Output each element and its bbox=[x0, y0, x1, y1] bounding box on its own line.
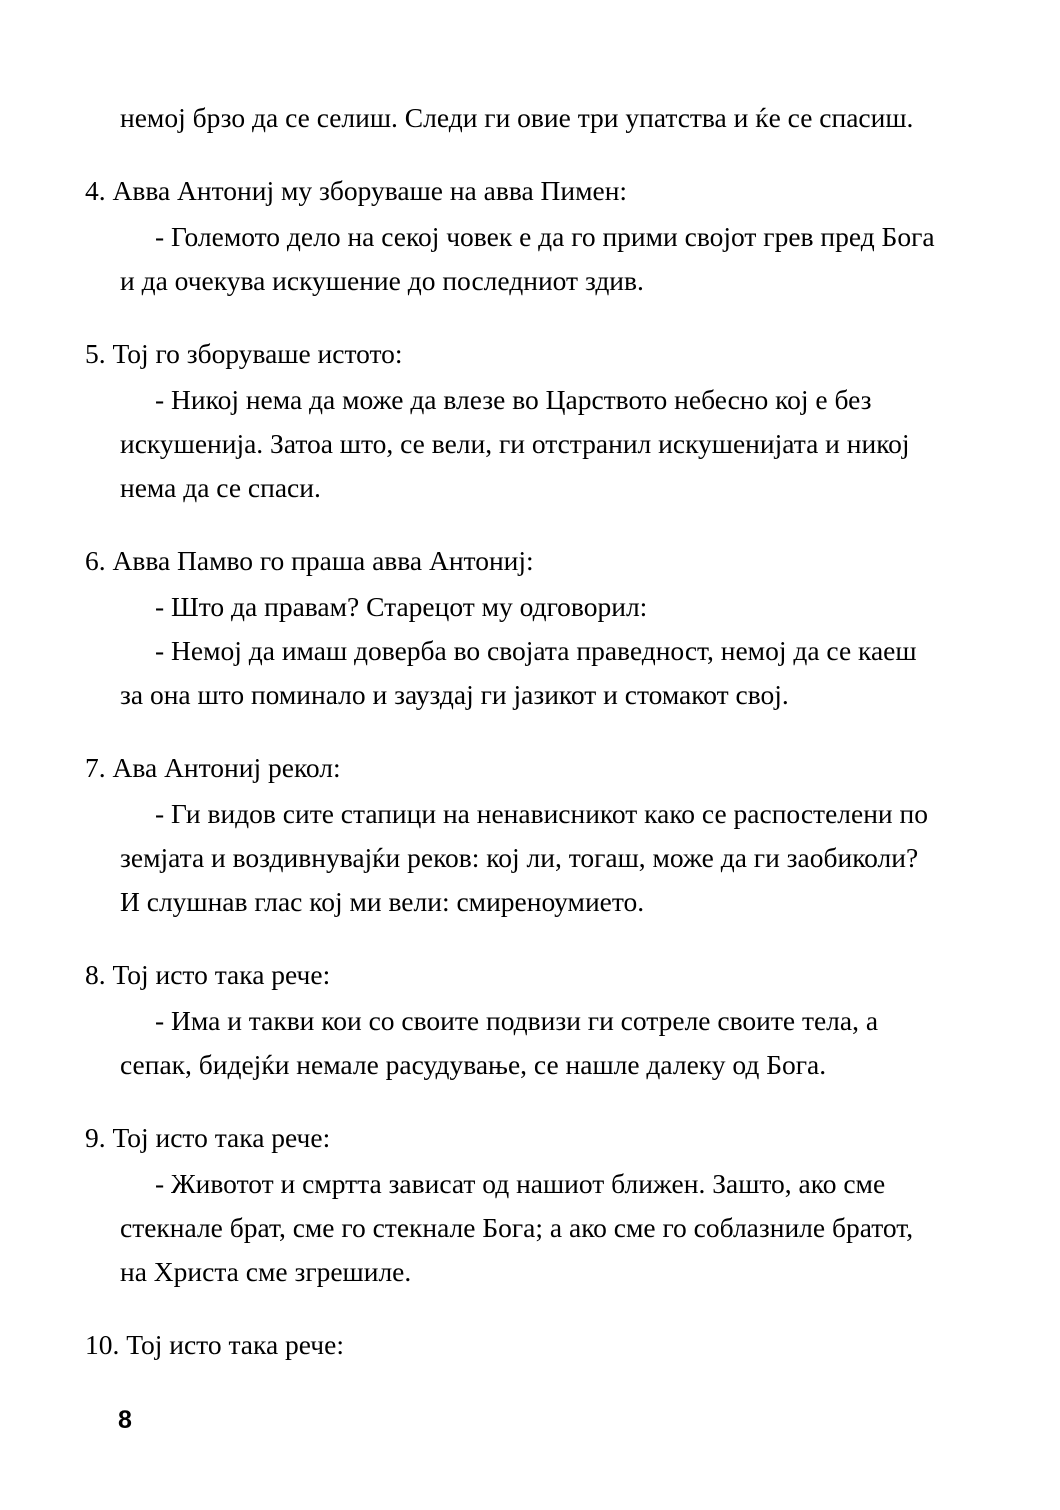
continued-paragraph: немој брзо да се селиш. Следи ги овие три упатства и ќе се спасиш. bbox=[120, 102, 914, 133]
saying-block-10 bbox=[85, 1323, 935, 1367]
saying-paragraph-4-1: - Големото дело на секој човек е да го прими својот грев пред Бога и да очекува искушение до последниот здив. bbox=[120, 221, 935, 296]
saying-heading-10: 10. Тој исто така рече: bbox=[85, 1329, 344, 1360]
saying-heading-4: 4. Авва Антониј му зборуваше на авва Пимен: bbox=[85, 175, 628, 206]
saying-paragraph-5-1: - Никој нема да може да влезе во Царството небесно кој е без искушенија. Затоа што, се вели, ги отстранил искушенијата и никој нема да се спаси. bbox=[120, 384, 910, 503]
saying-block-7 bbox=[85, 746, 935, 924]
saying-paragraph-7-1: - Ги видов сите стапици на ненависникот како се распостелени по земјата и воздивнувајќи реков: кој ли, тогаш, може да ги заобиколи? И слушнав глас кој ми вели: смиреноумието. bbox=[120, 798, 928, 917]
saying-block-8 bbox=[85, 953, 935, 1087]
saying-heading-7: 7. Ава Антониј рекол: bbox=[85, 752, 341, 783]
saying-paragraph-6-2: - Немој да имаш доверба во својата праведност, немој да се каеш за она што поминало и зауздај ги јазикот и стомакот свој. bbox=[120, 635, 917, 710]
saying-paragraph-8-1: - Има и такви кои со своите подвизи ги сотреле своите тела, а сепак, бидејќи немале расудување, се нашле далеку од Бога. bbox=[120, 1005, 879, 1080]
saying-block-5 bbox=[85, 332, 935, 510]
saying-block-6 bbox=[85, 539, 935, 717]
page-content bbox=[85, 96, 935, 1367]
saying-heading-8: 8. Тој исто така рече: bbox=[85, 959, 331, 990]
saying-paragraph-9-1: - Животот и смртта зависат од нашиот ближен. Зашто, ако сме стекнале брат, сме го стекнале Бога; а ако сме го соблазниле братот, на Христа сме згрешиле. bbox=[120, 1168, 914, 1287]
saying-heading-6: 6. Авва Памво го праша авва Антониј: bbox=[85, 545, 534, 576]
saying-block-4 bbox=[85, 169, 935, 303]
saying-paragraph-6-1: - Што да правам? Старецот му одговорил: bbox=[155, 591, 648, 622]
saying-heading-5: 5. Тој го зборуваше истото: bbox=[85, 338, 403, 369]
page-number: 8 bbox=[118, 1406, 132, 1434]
saying-heading-9: 9. Тој исто така рече: bbox=[85, 1122, 331, 1153]
saying-block-9 bbox=[85, 1116, 935, 1294]
